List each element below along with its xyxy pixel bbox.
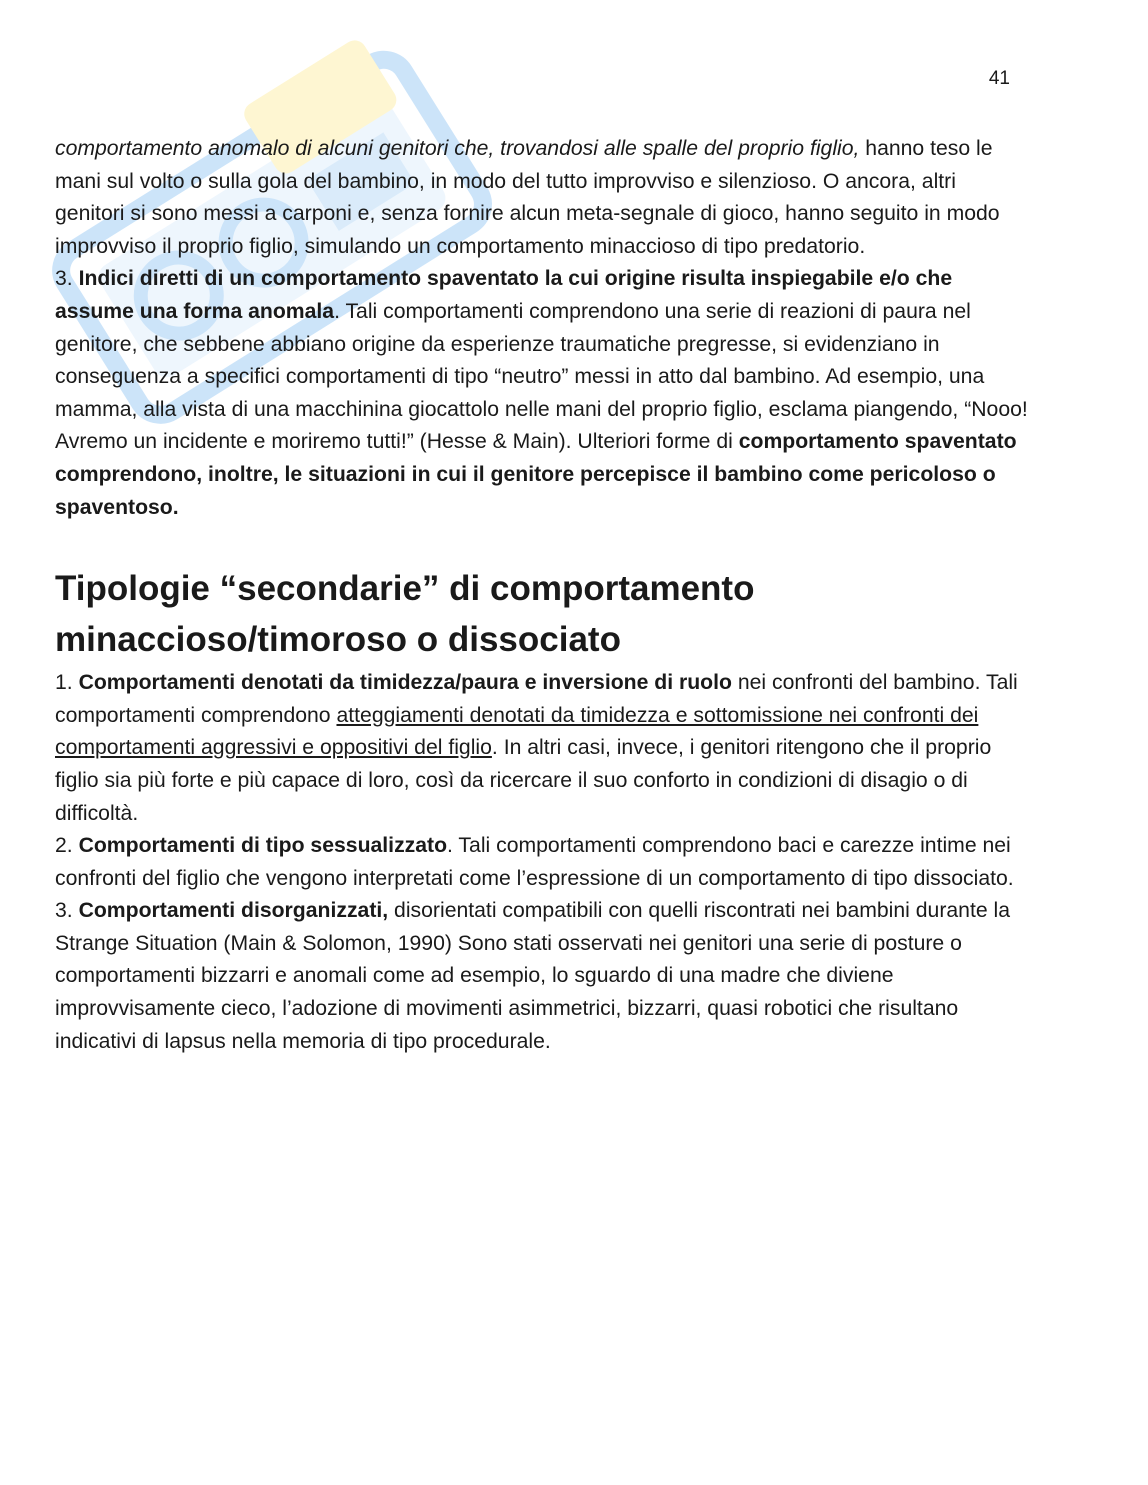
section-heading: Tipologie “secondarie” di comportamento minaccioso/timoroso o dissociato [55,569,755,660]
paragraph-text: disorientati compatibili con quelli riscontrati nei bambini durante la Strange Situation (Main & Solomon, 1990) Sono stati osservati nei genitori una serie di posture o comportamenti bizzarri e anomali come ad esempio, lo sguardo di una madre che diviene improvvisamente cieco, l’adozione di movimenti asimmetrici, bizzarri, quasi robotici che risultano indicativi di lapsus nella memoria di tipo procedurale. [55,899,1010,1053]
list-number: 3. [55,267,79,291]
bold-text: comportamento spaventato comprendono, inoltre, le situazioni in cui il genitore percepisce il bambino come pericoloso o spaventoso. [55,430,1017,519]
paragraph-text: hanno teso le mani sul volto o sulla gola del bambino, in modo del tutto improvviso e silenzioso. O ancora, altri genitori si sono messi a carponi e, senza fornire alcun meta-segnale di gioco, hanno seguito in modo improvviso il proprio figlio, simulando un comportamento minaccioso di tipo predatorio. [55,137,1000,258]
underlined-text: atteggiamenti denotati da timidezza e sottomissione nei confronti dei comportamenti aggressivi e oppositivi del figlio [55,703,979,760]
list-item-3-disorganized-behaviour [55,895,1030,1058]
paragraph-text: nei confronti del bambino. Tali comportamenti comprendono [55,671,1018,727]
list-item-1-role-inversion [55,667,1030,830]
paragraph-continuation [55,133,1030,263]
paragraph-text: . In altri casi, invece, i genitori ritengono che il proprio figlio sia più forte e più capace di loro, così da ricercare il suo conforto in condizioni di disagio o di difficoltà. [55,736,992,825]
list-number: 3. [55,899,79,923]
bold-text: Comportamenti denotati da timidezza/paura e inversione di ruolo [78,671,732,695]
bold-text: Indici diretti di un comportamento spaventato la cui origine risulta inspiegabile e/o che assume una forma anomala [55,267,953,323]
page-number: 41 [988,68,1010,89]
bold-text: Comportamenti di tipo sessualizzato [78,834,448,858]
list-number: 1. [55,671,79,695]
bold-text: Comportamenti disorganizzati, [78,899,389,923]
paragraph-text: . Tali comportamenti comprendono una serie di reazioni di paura nel genitore, che sebbene abbiano origine da esperienze traumatiche pregresse, si evidenziano in conseguenza a specifici comportamenti di tipo “neutro” messi in atto dal bambino. Ad esempio, una mamma, alla vista di una macchinina giocattolo nelle mani del proprio figlio, esclama piangendo, “Nooo! Avremo un incidente e moriremo tutti!” (Hesse & Main). Ulteriori forme di [55,299,1028,454]
list-item-3-frightened-behaviour [55,263,1030,524]
list-number: 2. [55,834,79,858]
list-item-2-sexualized-behaviour [55,830,1030,895]
italic-text: comportamento anomalo di alcuni genitori che, trovandosi alle spalle del proprio figlio, [55,137,860,160]
paragraph-text: . Tali comportamenti comprendono baci e carezze intime nei confronti del figlio che vengono interpretati come l’espressione di un comportamento di tipo dissociato. [55,834,1014,890]
document-body [55,133,1030,1058]
